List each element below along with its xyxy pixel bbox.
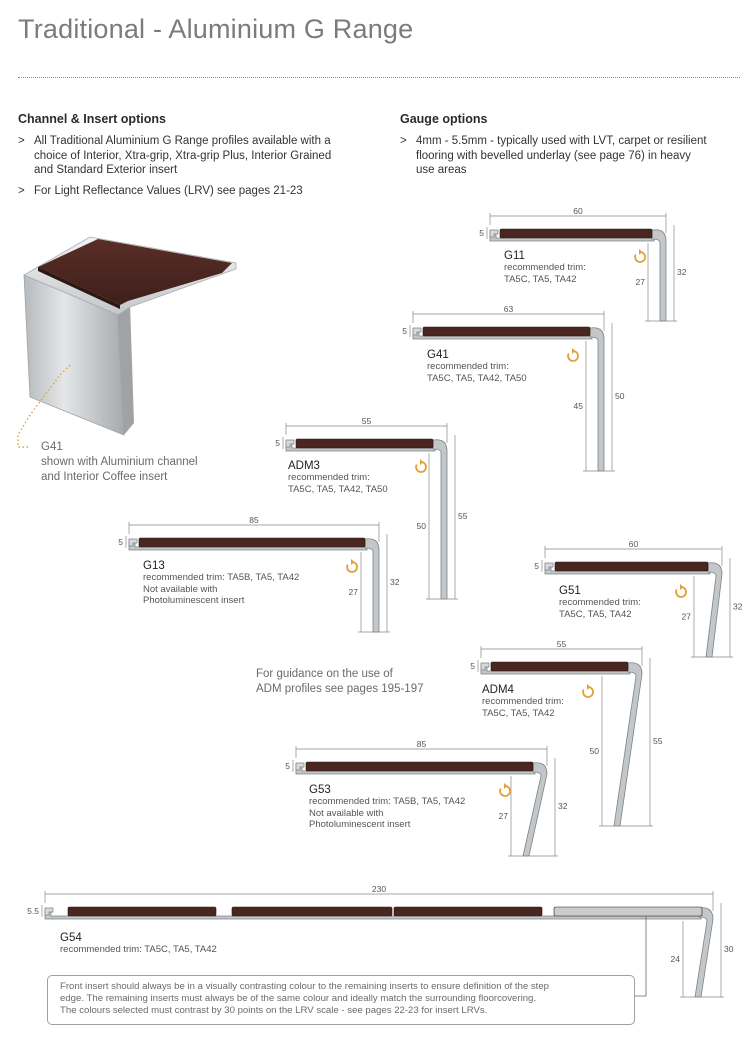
nosing-leg bbox=[523, 763, 547, 856]
dimension-label: 27 bbox=[348, 587, 358, 597]
profile-name: ADM4 bbox=[482, 684, 514, 696]
guidance-line2: ADM profiles see pages 195-197 bbox=[256, 682, 424, 695]
insert bbox=[555, 562, 708, 571]
nosing-leg bbox=[433, 440, 447, 599]
dimension-label: 55 bbox=[458, 511, 468, 521]
dimension-label: 63 bbox=[503, 304, 514, 314]
dimension-label: 5 bbox=[118, 537, 123, 547]
profile-trim: TA5C, TA5, TA42 bbox=[482, 707, 555, 719]
nosing-leg bbox=[695, 908, 713, 997]
profile-trim: TA5C, TA5, TA42 bbox=[559, 608, 632, 620]
dimension-label: 24 bbox=[670, 954, 680, 964]
nosing-leg bbox=[614, 663, 642, 826]
accent-icon-arrow bbox=[639, 249, 643, 255]
dimension-label: 60 bbox=[573, 206, 583, 216]
insert bbox=[306, 762, 533, 771]
dimension-label: 60 bbox=[628, 539, 639, 549]
dimension-label: 50 bbox=[416, 521, 426, 531]
dimension-label: 5 bbox=[275, 438, 280, 448]
profile-name: G51 bbox=[559, 585, 581, 597]
nosing-leg bbox=[590, 328, 604, 471]
insert bbox=[68, 907, 216, 916]
insert bbox=[491, 662, 628, 671]
dimension-label: 55 bbox=[361, 416, 372, 426]
profile-label-g11 bbox=[504, 250, 586, 285]
photo-caption-line2: and Interior Coffee insert bbox=[41, 471, 168, 483]
profile-trim-label: recommended trim: TA5B, TA5, TA42 bbox=[309, 796, 466, 807]
accent-icon-arrow bbox=[420, 459, 424, 465]
photo-caption-line1: shown with Aluminium channel bbox=[41, 456, 198, 468]
bullet-marker: > bbox=[18, 185, 25, 197]
profile-trim-label: recommended trim: bbox=[482, 696, 564, 707]
bullet-marker: > bbox=[18, 135, 25, 147]
channel-hook bbox=[129, 539, 137, 546]
photo-caption-name: G41 bbox=[41, 441, 63, 453]
note-line: The colours selected must contrast by 30 points on the LRV scale - see pages 22-23 for insert LRVs. bbox=[60, 1005, 488, 1016]
profile-name: G41 bbox=[427, 349, 449, 361]
dimension-label: 55 bbox=[556, 639, 567, 649]
profile-trim-label: recommended trim: TA5C, TA5, TA42 bbox=[60, 944, 217, 955]
insert bbox=[394, 907, 542, 916]
insert bbox=[554, 907, 702, 916]
bullet-line: and Standard Exterior insert bbox=[34, 164, 178, 176]
channel-hook bbox=[490, 230, 498, 237]
accent-icon-arrow bbox=[680, 584, 684, 590]
profile-label-g54 bbox=[60, 932, 217, 956]
note-line: Front insert should always be in a visually contrasting colour to the remaining inserts to ensure definition of the step bbox=[60, 981, 550, 992]
profile-trim-label: recommended trim: bbox=[504, 262, 586, 273]
profile-label-g51 bbox=[559, 585, 641, 620]
dimension-label: 30 bbox=[724, 944, 734, 954]
profile-trim-label: recommended trim: bbox=[427, 361, 509, 372]
channel-hook bbox=[545, 563, 553, 570]
gauge-options-heading: Gauge options bbox=[400, 112, 488, 126]
dimension-label: 32 bbox=[390, 577, 400, 587]
channel-hook bbox=[45, 908, 53, 915]
profile-trim-label: recommended trim: TA5B, TA5, TA42 bbox=[143, 572, 300, 583]
note-line: edge. The remaining inserts must always be of the same colour and ideally match the surrounding floorcovering. bbox=[60, 993, 537, 1004]
insert bbox=[139, 538, 365, 547]
dimension-label: 27 bbox=[635, 277, 645, 287]
dimension-label: 5 bbox=[534, 561, 539, 571]
accent-icon-arrow bbox=[504, 783, 508, 789]
profile-name: G13 bbox=[143, 560, 165, 572]
profile-note: Photoluminescent insert bbox=[143, 595, 245, 606]
bullet-line: use areas bbox=[416, 164, 467, 176]
channel-insert-heading: Channel & Insert options bbox=[18, 112, 166, 126]
nosing-leg bbox=[706, 563, 722, 657]
bullet-line: For Light Reflectance Values (LRV) see pages 21-23 bbox=[34, 185, 303, 197]
dimension-label: 5.5 bbox=[27, 906, 39, 916]
insert bbox=[232, 907, 392, 916]
dimension-label: 32 bbox=[677, 267, 687, 277]
bullet-marker: > bbox=[400, 135, 407, 147]
dimension-label: 230 bbox=[371, 884, 387, 894]
bullet-line: flooring with bevelled underlay (see page 76) in heavy bbox=[416, 149, 691, 162]
bullet-line: choice of Interior, Xtra-grip, Xtra-grip Plus, Interior Grained bbox=[34, 149, 332, 162]
guidance-line1: For guidance on the use of bbox=[256, 668, 393, 680]
profile-label-g41 bbox=[427, 349, 527, 384]
dimension-label: 85 bbox=[416, 739, 427, 749]
page-title: Traditional - Aluminium G Range bbox=[18, 14, 414, 44]
profile-note: Not available with bbox=[143, 583, 218, 595]
dimension-label: 50 bbox=[615, 391, 625, 401]
channel-hook bbox=[286, 440, 294, 447]
dimension-label: 5 bbox=[285, 761, 290, 771]
dimension-label: 27 bbox=[681, 611, 691, 622]
profile-name: G54 bbox=[60, 932, 82, 944]
profile-name: ADM3 bbox=[288, 460, 320, 472]
nosing-leg bbox=[652, 230, 666, 321]
dimension-label: 85 bbox=[249, 515, 259, 525]
profile-trim: TA5C, TA5, TA42, TA50 bbox=[288, 483, 388, 495]
accent-icon-arrow bbox=[351, 559, 355, 565]
accent-icon-arrow bbox=[587, 684, 591, 690]
bullet-line: All Traditional Aluminium G Range profiles available with a bbox=[34, 135, 331, 147]
profile-trim-label: recommended trim: bbox=[288, 472, 370, 483]
dimension-label: 5 bbox=[402, 326, 407, 336]
profile-trim-label: recommended trim: bbox=[559, 597, 641, 608]
dimension-label: 5 bbox=[470, 661, 475, 671]
dimension-label: 5 bbox=[479, 228, 484, 238]
dimension-label: 45 bbox=[573, 401, 583, 411]
profile-label-adm4 bbox=[482, 684, 564, 719]
dimension-label: 50 bbox=[589, 746, 599, 756]
profile-label-g53 bbox=[309, 784, 465, 831]
nosing-leg bbox=[365, 539, 379, 632]
profile-trim: TA5C, TA5, TA42 bbox=[504, 273, 577, 285]
channel-hook bbox=[296, 763, 304, 770]
profile-note: Photoluminescent insert bbox=[309, 819, 411, 830]
dimension-label: 32 bbox=[558, 801, 568, 811]
insert bbox=[423, 327, 590, 336]
profile-trim: TA5C, TA5, TA42, TA50 bbox=[427, 372, 527, 384]
profile-label-g13 bbox=[143, 560, 299, 607]
accent-icon-arrow bbox=[572, 348, 576, 354]
profile-note: Not available with bbox=[309, 807, 384, 819]
note-text bbox=[60, 981, 549, 1017]
profile-label-adm3 bbox=[288, 460, 388, 495]
dimension-label: 27 bbox=[498, 811, 508, 821]
insert bbox=[500, 229, 652, 238]
dimension-label: 55 bbox=[653, 736, 663, 746]
channel-hook bbox=[413, 328, 421, 335]
bullet-line: 4mm - 5.5mm - typically used with LVT, carpet or resilient bbox=[416, 135, 707, 147]
insert bbox=[296, 439, 433, 448]
channel-hook bbox=[481, 663, 489, 670]
insert-contrast-note bbox=[47, 975, 635, 1025]
profile-name: G11 bbox=[504, 250, 525, 262]
dimension-label: 32 bbox=[733, 601, 743, 612]
profile-name: G53 bbox=[309, 784, 331, 796]
